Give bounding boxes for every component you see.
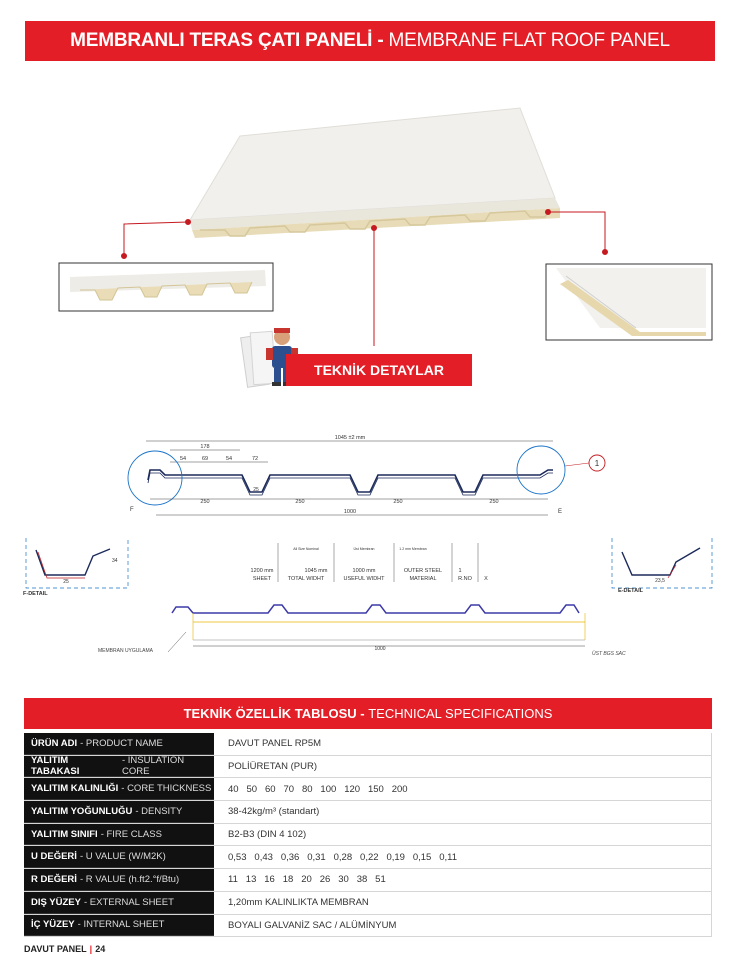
row-key-en: - INTERNAL SHEET — [77, 919, 165, 931]
svg-text:TOTAL WIDHT: TOTAL WIDHT — [287, 576, 325, 582]
dim-useful-1000: 1000 — [343, 509, 357, 515]
callout-number: 1 — [594, 459, 600, 468]
row-value: 38-42kg/m³ (standart) — [216, 801, 712, 823]
technical-drawing — [0, 420, 738, 670]
row-key-en: - DENSITY — [135, 805, 183, 817]
table-row — [24, 824, 712, 847]
row-value: B2-B3 (DIN 4 102) — [216, 824, 712, 846]
technical-details-badge: TEKNİK DETAYLAR — [286, 354, 472, 386]
svg-text:USEFUL WIDHT: USEFUL WIDHT — [343, 576, 385, 582]
svg-text:1.2 mm Membran: 1.2 mm Membran — [399, 547, 427, 551]
table-row — [24, 846, 712, 869]
f-detail-label: F-DETAIL — [23, 591, 48, 597]
membrane-application-label: MEMBRAN UYGULAMA — [98, 648, 154, 654]
dim-250-b: 250 — [295, 499, 305, 505]
table-row — [24, 915, 712, 938]
e-detail-label: E-DETAIL — [618, 588, 643, 594]
dim-54-b: 54 — [225, 456, 233, 462]
row-value: POLİÜRETAN (PUR) — [216, 756, 712, 778]
left-detail-image — [59, 263, 273, 311]
total-width-label: 1045 ±2 mm — [334, 435, 366, 441]
row-key-tr: YALITIM KALINLIĞI — [31, 783, 119, 795]
svg-text:1200 mm: 1200 mm — [250, 568, 274, 574]
table-row — [24, 801, 712, 824]
row-key-tr: U DEĞERİ — [31, 851, 77, 863]
svg-text:1: 1 — [458, 568, 462, 574]
row-key-en: - CORE THICKNESS — [121, 783, 212, 795]
e-detail-box — [612, 538, 712, 594]
svg-text:R.NO: R.NO — [458, 576, 472, 582]
footer-brand: DAVUT PANEL — [24, 944, 87, 954]
row-key-en: - U VALUE (W/M2K) — [79, 851, 166, 863]
row-key-tr: R DEĞERİ — [31, 873, 77, 885]
row-key-en: - PRODUCT NAME — [80, 737, 163, 749]
spec-heading-en: TECHNICAL SPECIFICATIONS — [368, 706, 553, 721]
svg-text:OUTER STEEL: OUTER STEEL — [403, 568, 443, 574]
f-detail-box — [23, 538, 128, 597]
main-panel-image — [190, 108, 560, 238]
table-row — [24, 756, 712, 779]
dim-69: 69 — [201, 456, 209, 462]
section-dim-1000: 1000 — [374, 646, 386, 652]
spec-table — [24, 733, 712, 937]
spec-heading-tr: TEKNİK ÖZELLİK TABLOSU — [183, 706, 357, 721]
spec-heading-sep: - — [356, 706, 369, 721]
spec-table-heading — [24, 698, 712, 729]
row-value: 11 13 16 18 20 26 30 38 51 — [216, 869, 712, 891]
row-key-tr: DIŞ YÜZEY — [31, 896, 81, 908]
title-en: MEMBRANE FLAT ROOF PANEL — [388, 30, 670, 51]
row-key-tr: YALITIM YOĞUNLUĞU — [31, 805, 133, 817]
product-illustration — [0, 80, 738, 400]
right-detail-image — [546, 264, 712, 340]
row-value: 0,53 0,43 0,36 0,31 0,28 0,22 0,19 0,15 0,11 — [216, 846, 712, 868]
row-key-en: - EXTERNAL SHEET — [83, 896, 174, 908]
table-row — [24, 778, 712, 801]
svg-text:23,5: 23,5 — [655, 578, 665, 584]
row-key-en: - INSULATION CORE — [121, 755, 185, 778]
table-row — [24, 869, 712, 892]
row-key-tr: YALITIM TABAKASI — [31, 755, 80, 778]
label-f: F — [130, 507, 134, 513]
svg-text:SHEET: SHEET — [252, 576, 272, 582]
svg-text:All Size Nominal: All Size Nominal — [293, 547, 319, 551]
svg-text:1045 mm: 1045 mm — [304, 568, 328, 574]
dimension-mini-table — [251, 543, 489, 582]
dim-250-d: 250 — [489, 499, 499, 505]
row-key-tr: YALITIM SINIFI — [31, 828, 98, 840]
svg-text:1000 mm: 1000 mm — [352, 568, 376, 574]
row-key-en: - FIRE CLASS — [100, 828, 162, 840]
page-title-bar — [25, 21, 715, 61]
row-key-tr: İÇ YÜZEY — [31, 919, 75, 931]
svg-text:X: X — [484, 576, 488, 582]
dim-250-a: 250 — [200, 499, 210, 505]
panel-profile-line — [148, 470, 553, 492]
table-row — [24, 733, 712, 756]
page-footer — [24, 944, 105, 954]
table-row — [24, 892, 712, 915]
footer-divider: | — [89, 944, 93, 954]
row-value: 40 50 60 70 80 100 120 150 200 — [216, 778, 712, 800]
page-number: 24 — [95, 944, 106, 954]
title-tr: MEMBRANLI TERAS ÇATI PANELİ — [70, 30, 373, 51]
dim-72: 72 — [251, 456, 259, 462]
dim-178: 178 — [200, 444, 210, 450]
svg-text:Üst Membran: Üst Membran — [353, 547, 375, 551]
label-e: E — [558, 509, 563, 515]
e-detail-circle — [517, 446, 565, 494]
row-key-en: - R VALUE (h.ft2.°f/Btu) — [79, 873, 180, 885]
dim-25: 25 — [253, 487, 259, 493]
upper-bgs-sheet-label: ÜST BGS SAC — [592, 651, 626, 657]
svg-text:MATERIAL: MATERIAL — [409, 576, 437, 582]
dim-54-a: 54 — [179, 456, 187, 462]
svg-text:25: 25 — [63, 579, 69, 585]
svg-text:34: 34 — [112, 558, 118, 564]
title-separator: - — [372, 30, 389, 51]
panel-section-drawing — [98, 605, 626, 657]
row-value: BOYALI GALVANİZ SAC / ALÜMİNYUM — [216, 915, 712, 937]
row-key-tr: ÜRÜN ADI — [31, 737, 78, 749]
dim-250-c: 250 — [393, 499, 403, 505]
row-value: DAVUT PANEL RP5M — [216, 733, 712, 755]
row-value: 1,20mm KALINLIKTA MEMBRAN — [216, 892, 712, 914]
